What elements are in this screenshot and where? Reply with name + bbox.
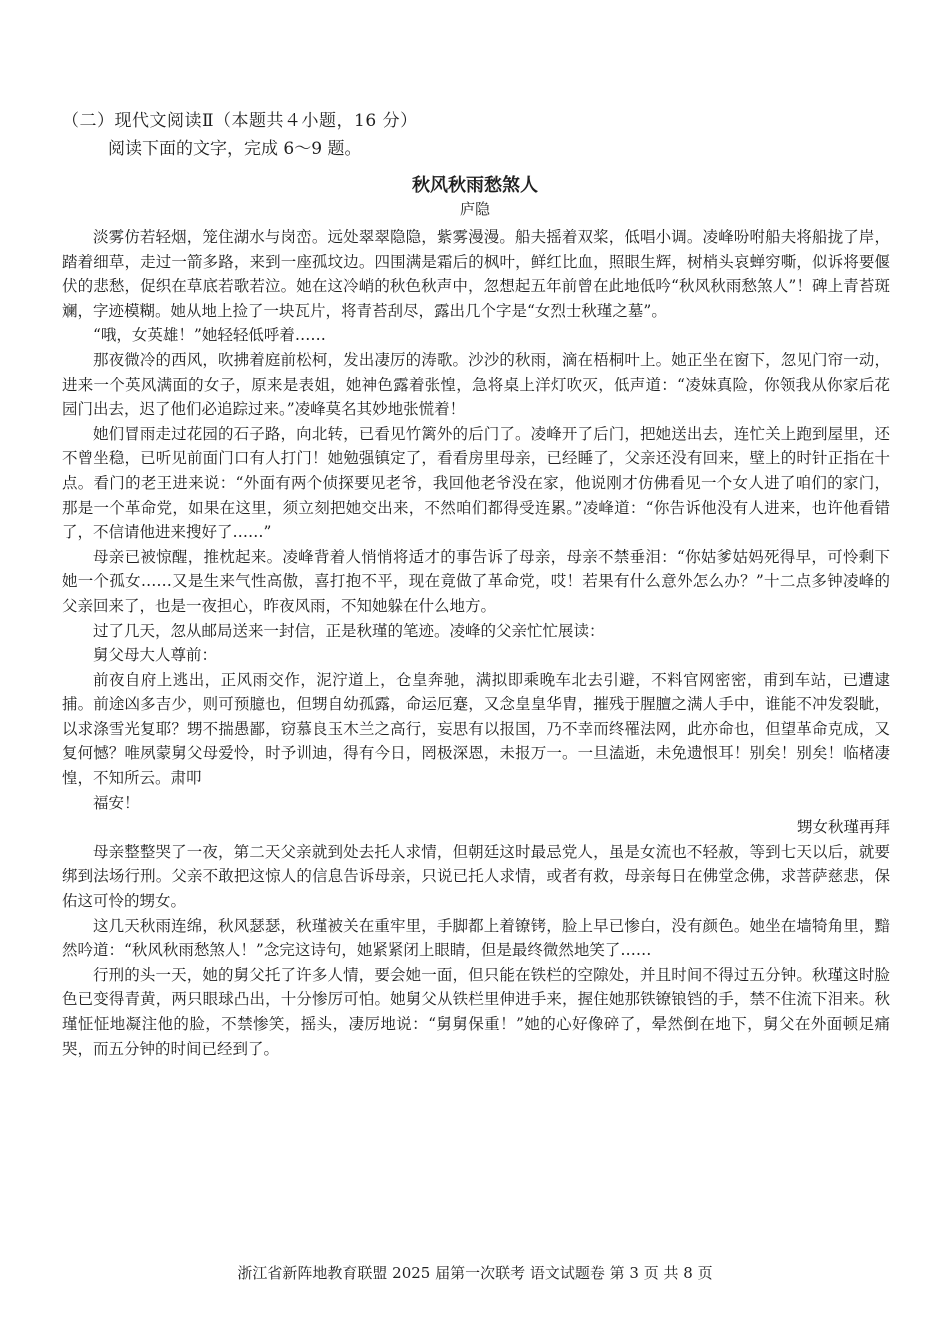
- reading-instruction: 阅读下面的文字，完成 6～9 题。: [108, 139, 362, 159]
- article-author: 庐隐: [459, 200, 490, 218]
- page-footer: 浙江省新阵地教育联盟 2025 届第一次联考 语文试题卷 第 3 页 共 8 页: [237, 1264, 713, 1282]
- letter-salutation: 舅父母大人尊前：: [93, 646, 218, 665]
- paragraph: 这几天秋雨连绵，秋风瑟瑟，秋瑾被关在重牢里，手脚都上着镣铐，脸上早已惨白，没有颜色。她坐在墙犄角里，黯然吟道：“秋风秋雨愁煞人！”念完这诗句，她紧紧闭上眼睛，但是最终微然地笑了……: [62, 916, 890, 960]
- paragraph: 那夜微冷的西风，吹拂着庭前松柯，发出凄厉的涛歌。沙沙的秋雨，滴在梧桐叶上。她正坐在窗下，忽见门帘一动，进来一个英风满面的女子，原来是表姐，她神色露着张惶，急将桌上洋灯吹灭，低声道：“凌妹真险，你领我从你家后花园门出去，迟了他们必追踪过来。”凌峰莫名其妙地张慌着！: [62, 350, 890, 419]
- letter-signature: 甥女秋瑾再拜: [796, 818, 890, 837]
- section-heading: （二）现代文阅读Ⅱ（本题共４小题，16 分）: [62, 111, 418, 131]
- paragraph: 她们冒雨走过花园的石子路，向北转，已看见竹篱外的后门了。凌峰开了后门，把她送出去，连忙关上跑到屋里，还不曾坐稳，已听见前面门口有人打门！她勉强镇定了，看看房里母亲，已经睡了，父亲还没有回来，壁上的时针正指在十点。看门的老王进来说：“外面有两个侦探要见老爷，我回他老爷没在家，他说刚才仿佛看见一个女人进了咱们的家门，那是一个革命党，如果在这里，须立刻把她交出来，不然咱们都得受连累。”凌峰道：“你告诉他没有人进来，也许他看错了，不信请他进来搜好了……”: [62, 424, 890, 542]
- paragraph: “哦，女英雄！”她轻轻低呼着……: [93, 326, 326, 345]
- article-body: [62, 225, 890, 1061]
- letter-body: 前夜自府上逃出，正风雨交作，泥泞道上，仓皇奔驰，满拟即乘晚车北去引避，不料官网密密，甫到车站，已遭逮捕。前途凶多吉少，则可预臆也，但甥自幼孤露，命运厄蹇，又念皇皇华胄，摧残于腥膻之满人手中，谁能不冲发裂眦，以求涤雪光复耶？甥不揣愚鄙，窃慕良玉木兰之高行，妄思有以报国，乃不幸而终罹法网，此亦命也，但望革命克成，又复何憾？唯夙蒙舅父母爱怜，时予训迪，得有今日，罔极深恩，未报万一。一旦溘逝，未免遗恨耳！别矣！别矣！临楮凄惶，不知所云。肃叩: [62, 670, 890, 788]
- paragraph: 过了几天，忽从邮局送来一封信，正是秋瑾的笔迹。凌峰的父亲忙忙展读：: [93, 621, 605, 640]
- article-title: 秋风秋雨愁煞人: [412, 175, 538, 196]
- paragraph: 母亲已被惊醒，推枕起来。凌峰背着人悄悄将适才的事告诉了母亲，母亲不禁垂泪：“你姑爹姑妈死得早，可怜剩下她一个孤女……又是生来气性高傲，喜打抱不平，现在竟做了革命党，哎！若果有什么意外怎么办？”十二点多钟凌峰的父亲回来了，也是一夜担心，昨夜风雨，不知她躲在什么地方。: [62, 547, 890, 615]
- paragraph: 行刑的头一天，她的舅父托了许多人情，要会她一面，但只能在铁栏的空隙处，并且时间不得过五分钟。秋瑾这时脸色已变得青黄，两只眼球凸出，十分惨厉可怕。她舅父从铁栏里伸进手来，握住她那铁镣锒铛的手，禁不住流下泪来。秋瑾怔怔地凝注他的脸，不禁惨笑，摇头，凄厉地说：“舅舅保重！”她的心好像碎了，晕然倒在地下，舅父在外面顿足痛哭，而五分钟的时间已经到了。: [62, 965, 890, 1058]
- paragraph: 淡雾仿若轻烟，笼住湖水与岗峦。远处翠翠隐隐，紫雾漫漫。船夫摇着双桨，低唱小调。凌峰吩咐船夫将船拢了岸，踏着细草，走过一箭多路，来到一座孤坟边。四围满是霜后的枫叶，鲜红比血，照眼生辉，树梢头哀蝉穷嘶，似诉将要偃伏的悲愁，促织在草底若歌若泣。她在这冷峭的秋色秋声中，忽想起五年前曾在此地低吟“秋风秋雨愁煞人”！碑上青苔斑斓，字迹模糊。她从地上捡了一块瓦片，将青苔刮尽，露出几个字是“女烈士秋瑾之墓”。: [62, 228, 890, 320]
- paragraph: 母亲整整哭了一夜，第二天父亲就到处去托人求情，但朝廷这时最忌党人，虽是女流也不轻赦，等到七天以后，就要绑到法场行刑。父亲不敢把这惊人的信息告诉母亲，只说已托人求情，或者有救，母亲每日在佛堂念佛，求菩萨慈悲，保佑这可怜的甥女。: [62, 842, 890, 911]
- letter-closing: 福安！: [93, 793, 140, 812]
